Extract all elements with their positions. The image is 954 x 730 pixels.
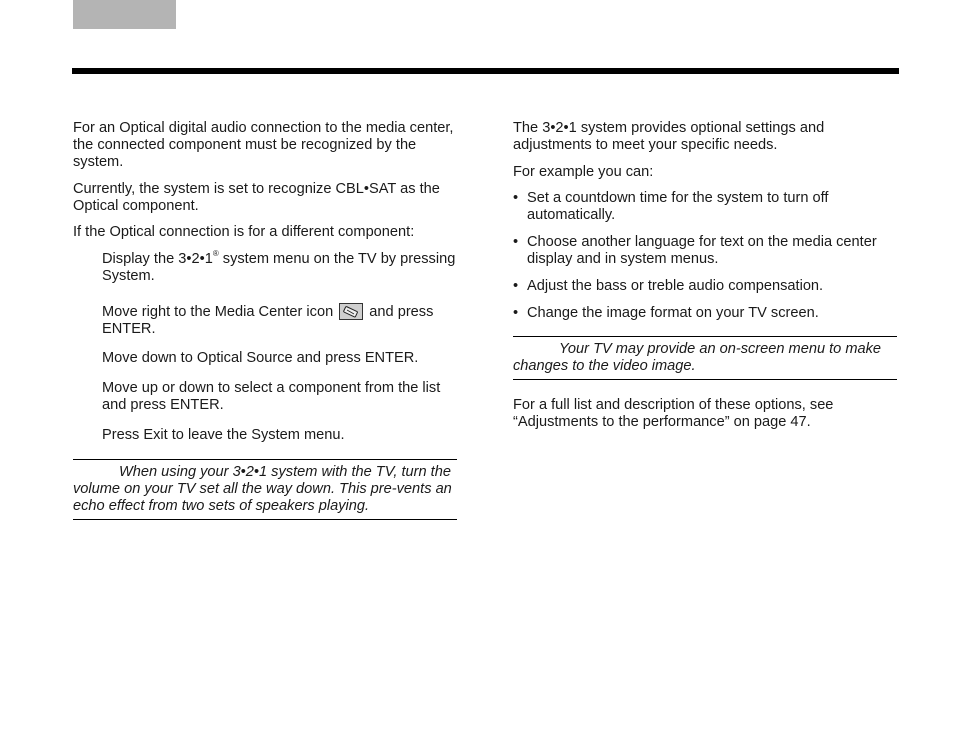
video-image-note-text: Your TV may provide an on-screen menu to make changes to the video image. — [513, 341, 882, 374]
step-2-text-a: Move right to the Media Center icon — [102, 304, 334, 320]
step-1 — [102, 251, 457, 285]
video-image-note — [513, 336, 897, 380]
list-item: • Set a countdown time for the system to turn off automatically. — [513, 190, 899, 224]
list-item: • Choose another language for text on the media center display and in system menus. — [513, 234, 899, 268]
list-item: • Change the image format on your TV screen. — [513, 305, 899, 322]
step-3: Move down to Optical Source and press ENTER. — [102, 350, 419, 366]
example-paragraph: For example you can: — [513, 164, 654, 180]
list-item: • Adjust the bass or treble audio compensation. — [513, 278, 899, 295]
tv-volume-note-text: When using your 3•2•1 system with the TV, turn the volume on your TV set all the way down. This pre-vents an echo effect from two sets of speakers playing. — [73, 464, 452, 514]
full-list-paragraph: For a full list and description of these options, see “Adjustments to the performance” on page 47. — [513, 397, 834, 430]
step-1-text-a: Display the 3•2•1 — [102, 251, 213, 267]
header-tab — [73, 0, 176, 29]
optical-intro-paragraph: For an Optical digital audio connection to the media center, the connected component must be recognized by the system. — [73, 120, 454, 170]
optional-settings-paragraph: The 3•2•1 system provides optional settings and adjustments to meet your specific needs. — [513, 120, 825, 153]
media-center-icon — [339, 303, 363, 320]
step-1-text-b: system menu on the TV by pressing System. — [102, 251, 456, 284]
options-list — [513, 190, 899, 322]
tv-volume-note — [73, 459, 457, 520]
step-4: Move up or down to select a component from the list and press ENTER. — [102, 380, 441, 413]
registered-mark: ® — [212, 249, 219, 258]
current-setting-paragraph: Currently, the system is set to recognize CBL•SAT as the Optical component. — [73, 181, 440, 214]
different-component-paragraph: If the Optical connection is for a different component: — [73, 224, 415, 240]
step-5: Press Exit to leave the System menu. — [102, 427, 345, 443]
header-rule — [72, 68, 899, 74]
step-2-text-b: and press ENTER. — [102, 304, 434, 337]
step-2 — [102, 303, 457, 338]
